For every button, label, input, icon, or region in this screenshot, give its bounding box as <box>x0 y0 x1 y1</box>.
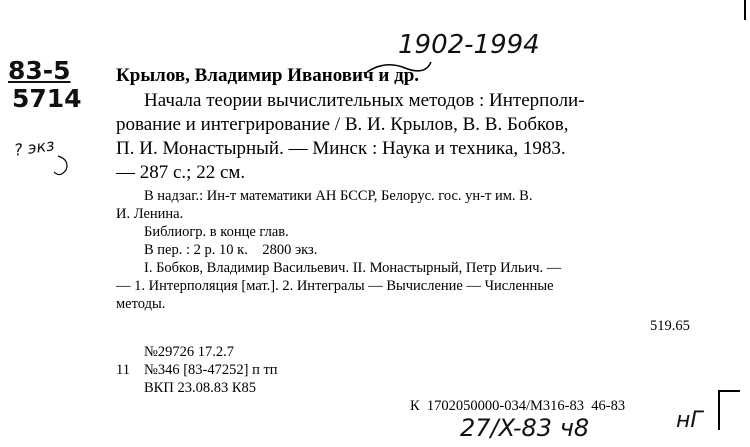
note-line-7: методы. <box>116 296 166 312</box>
note-line-3: Библиогр. в конце глав. <box>144 224 289 240</box>
handwritten-circle-mark <box>48 152 78 182</box>
classification-number: 519.65 <box>650 318 690 334</box>
index-code: К 1702050000-034/М316-83 46-83 <box>410 398 626 414</box>
note-line-6: — 1. Интерполяция [мат.]. 2. Интегралы — Вычисление — Численные <box>116 278 554 294</box>
card-edge-top-right <box>744 0 746 20</box>
book-chamber-line-3: ВКП 23.08.83 К85 <box>144 380 256 396</box>
book-chamber-line-1: №29726 17.2.7 <box>144 344 234 360</box>
handwritten-shelf-top: 83-5 <box>8 56 71 85</box>
note-line-5: I. Бобков, Владимир Васильевич. II. Монастырный, Петр Ильич. — <box>144 260 562 276</box>
book-chamber-line-2: №346 [83-47252] п тп <box>144 362 278 378</box>
title-line-4: — 287 с.; 22 см. <box>116 162 246 183</box>
handwritten-shelf-bottom: 5714 <box>12 84 82 113</box>
title-line-3: П. И. Монастырный. — Минск : Наука и техника, 1983. <box>116 138 566 159</box>
note-line-4: В пер. : 2 р. 10 к. 2800 экз. <box>144 242 318 258</box>
note-line-1: В надзаг.: Ин-т математики АН БССР, Белорус. гос. ун-т им. В. <box>144 188 533 204</box>
handwritten-corner-note: нГ <box>676 408 703 433</box>
handwritten-bottom-note: 27/X-83 ч8 <box>460 414 590 442</box>
card-edge-corner-tick <box>718 390 740 392</box>
card-edge-bottom-right <box>718 390 720 430</box>
title-line-1: Начала теории вычислительных методов : Интерполи- <box>144 90 585 111</box>
handwritten-years: 1902-1994 <box>398 30 540 60</box>
note-line-2: И. Ленина. <box>116 206 184 222</box>
margin-mark: 11 <box>116 362 130 378</box>
author-heading: Крылов, Владимир Иванович и др. <box>116 65 420 86</box>
handwritten-side-note: ? экз <box>12 135 56 160</box>
title-line-2: рование и интегрирование / В. И. Крылов, В. В. Бобков, <box>116 114 569 135</box>
